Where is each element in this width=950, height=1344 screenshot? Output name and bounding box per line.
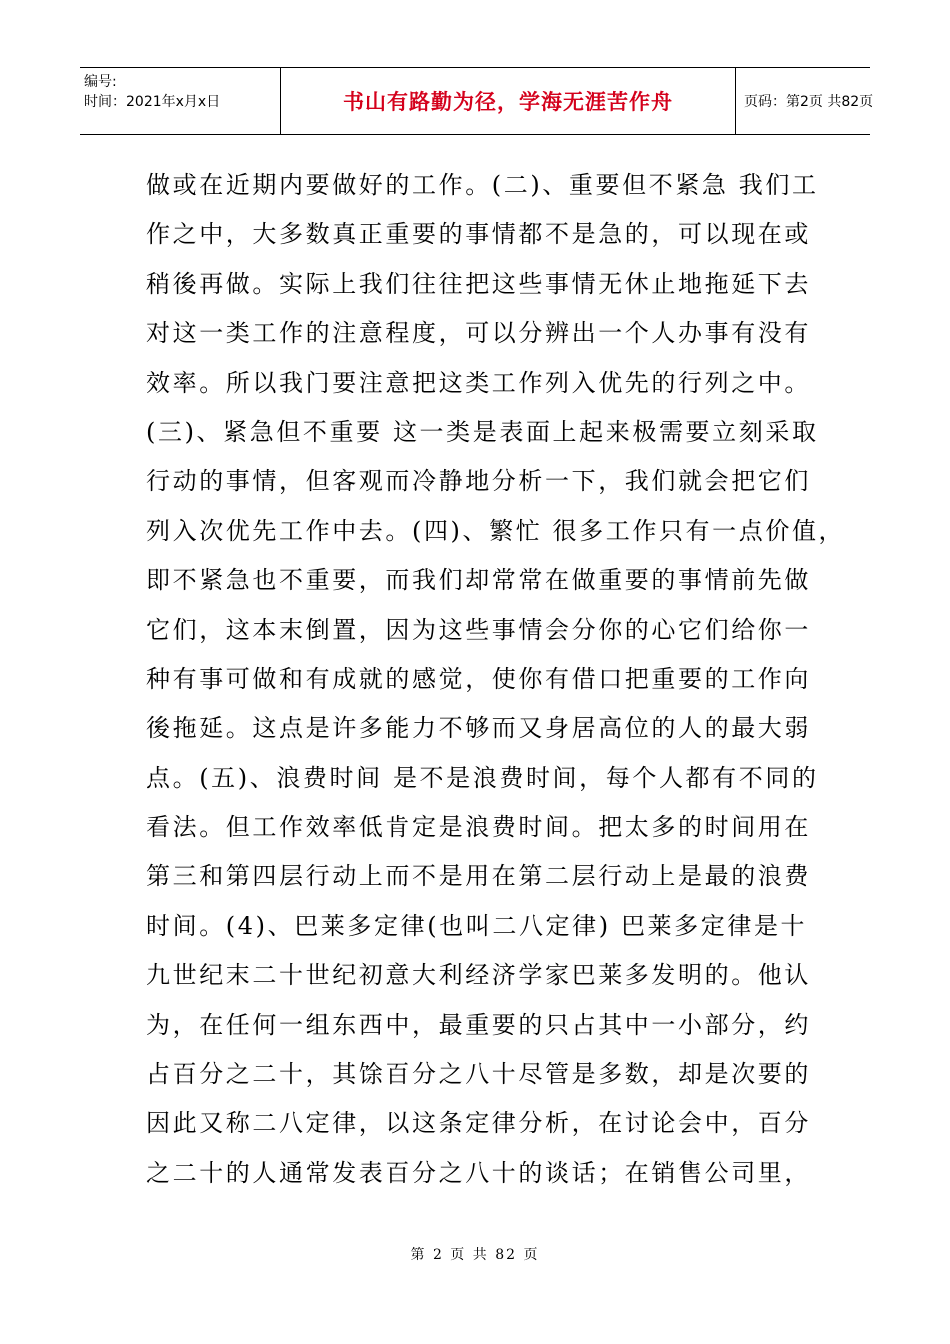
body-line: 看法。但工作效率低肯定是浪费时间。把太多的时间用在 — [146, 813, 811, 842]
body-line: 列入次优先工作中去。(四)、繁忙 很多工作只有一点价值， — [146, 516, 846, 545]
body-line: 种有事可做和有成就的感觉，使你有借口把重要的工作向 — [146, 664, 811, 693]
body-line: (三)、紧急但不重要 这一类是表面上起来极需要立刻采取 — [146, 417, 819, 446]
body-line: 後拖延。这点是许多能力不够而又身居高位的人的最大弱 — [146, 714, 811, 743]
body-line: 作之中，大多数真正重要的事情都不是急的，可以现在或 — [146, 220, 811, 249]
page-footer: 第 2 页 共 82 页 — [410, 1247, 540, 1263]
body-line: 稍後再做。实际上我们往往把这些事情无休止地拖延下去 — [146, 269, 811, 298]
body-line: 行动的事情，但客观而冷静地分析一下，我们就会把它们 — [146, 467, 811, 496]
body-line: 对这一类工作的注意程度，可以分辨出一个人办事有没有 — [146, 319, 811, 348]
document-number-label: 编号: — [84, 74, 117, 90]
body-line: 做或在近期内要做好的工作。(二)、重要但不紧急 我们工 — [146, 171, 819, 199]
body-line: 它们，这本末倒置，因为这些事情会分你的心它们给你一 — [146, 615, 811, 644]
document-body — [146, 161, 846, 1198]
document-date: 时间：2021年x月x日 — [84, 94, 221, 110]
body-line: 九世纪末二十世纪初意大利经济学家巴莱多发明的。他认 — [146, 961, 811, 990]
body-line: 时间。(4)、巴莱多定律(也叫二八定律) 巴莱多定律是十 — [146, 911, 808, 940]
header-motto: 书山有路勤为径，学海无涯苦作舟 — [280, 68, 736, 134]
page-header — [80, 67, 874, 135]
body-line: 为，在任何一组东西中，最重要的只占其中一小部分，约 — [146, 1010, 811, 1039]
body-line: 效率。所以我门要注意把这类工作列入优先的行列之中。 — [146, 368, 811, 397]
body-line: 点。(五)、浪费时间 是不是浪费时间，每个人都有不同的 — [146, 763, 819, 792]
body-line: 之二十的人通常发表百分之八十的谈话；在销售公司里， — [146, 1158, 811, 1187]
header-meta — [80, 68, 280, 134]
body-line: 即不紧急也不重要，而我们却常常在做重要的事情前先做 — [146, 566, 811, 595]
body-line: 第三和第四层行动上而不是用在第二层行动上是最的浪费 — [146, 862, 811, 891]
header-page-info: 页码：第2页 共82页 — [744, 94, 874, 110]
body-line: 因此又称二八定律，以这条定律分析，在讨论会中，百分 — [146, 1109, 811, 1138]
body-line: 占百分之二十，其馀百分之八十尽管是多数，却是次要的 — [146, 1060, 811, 1089]
